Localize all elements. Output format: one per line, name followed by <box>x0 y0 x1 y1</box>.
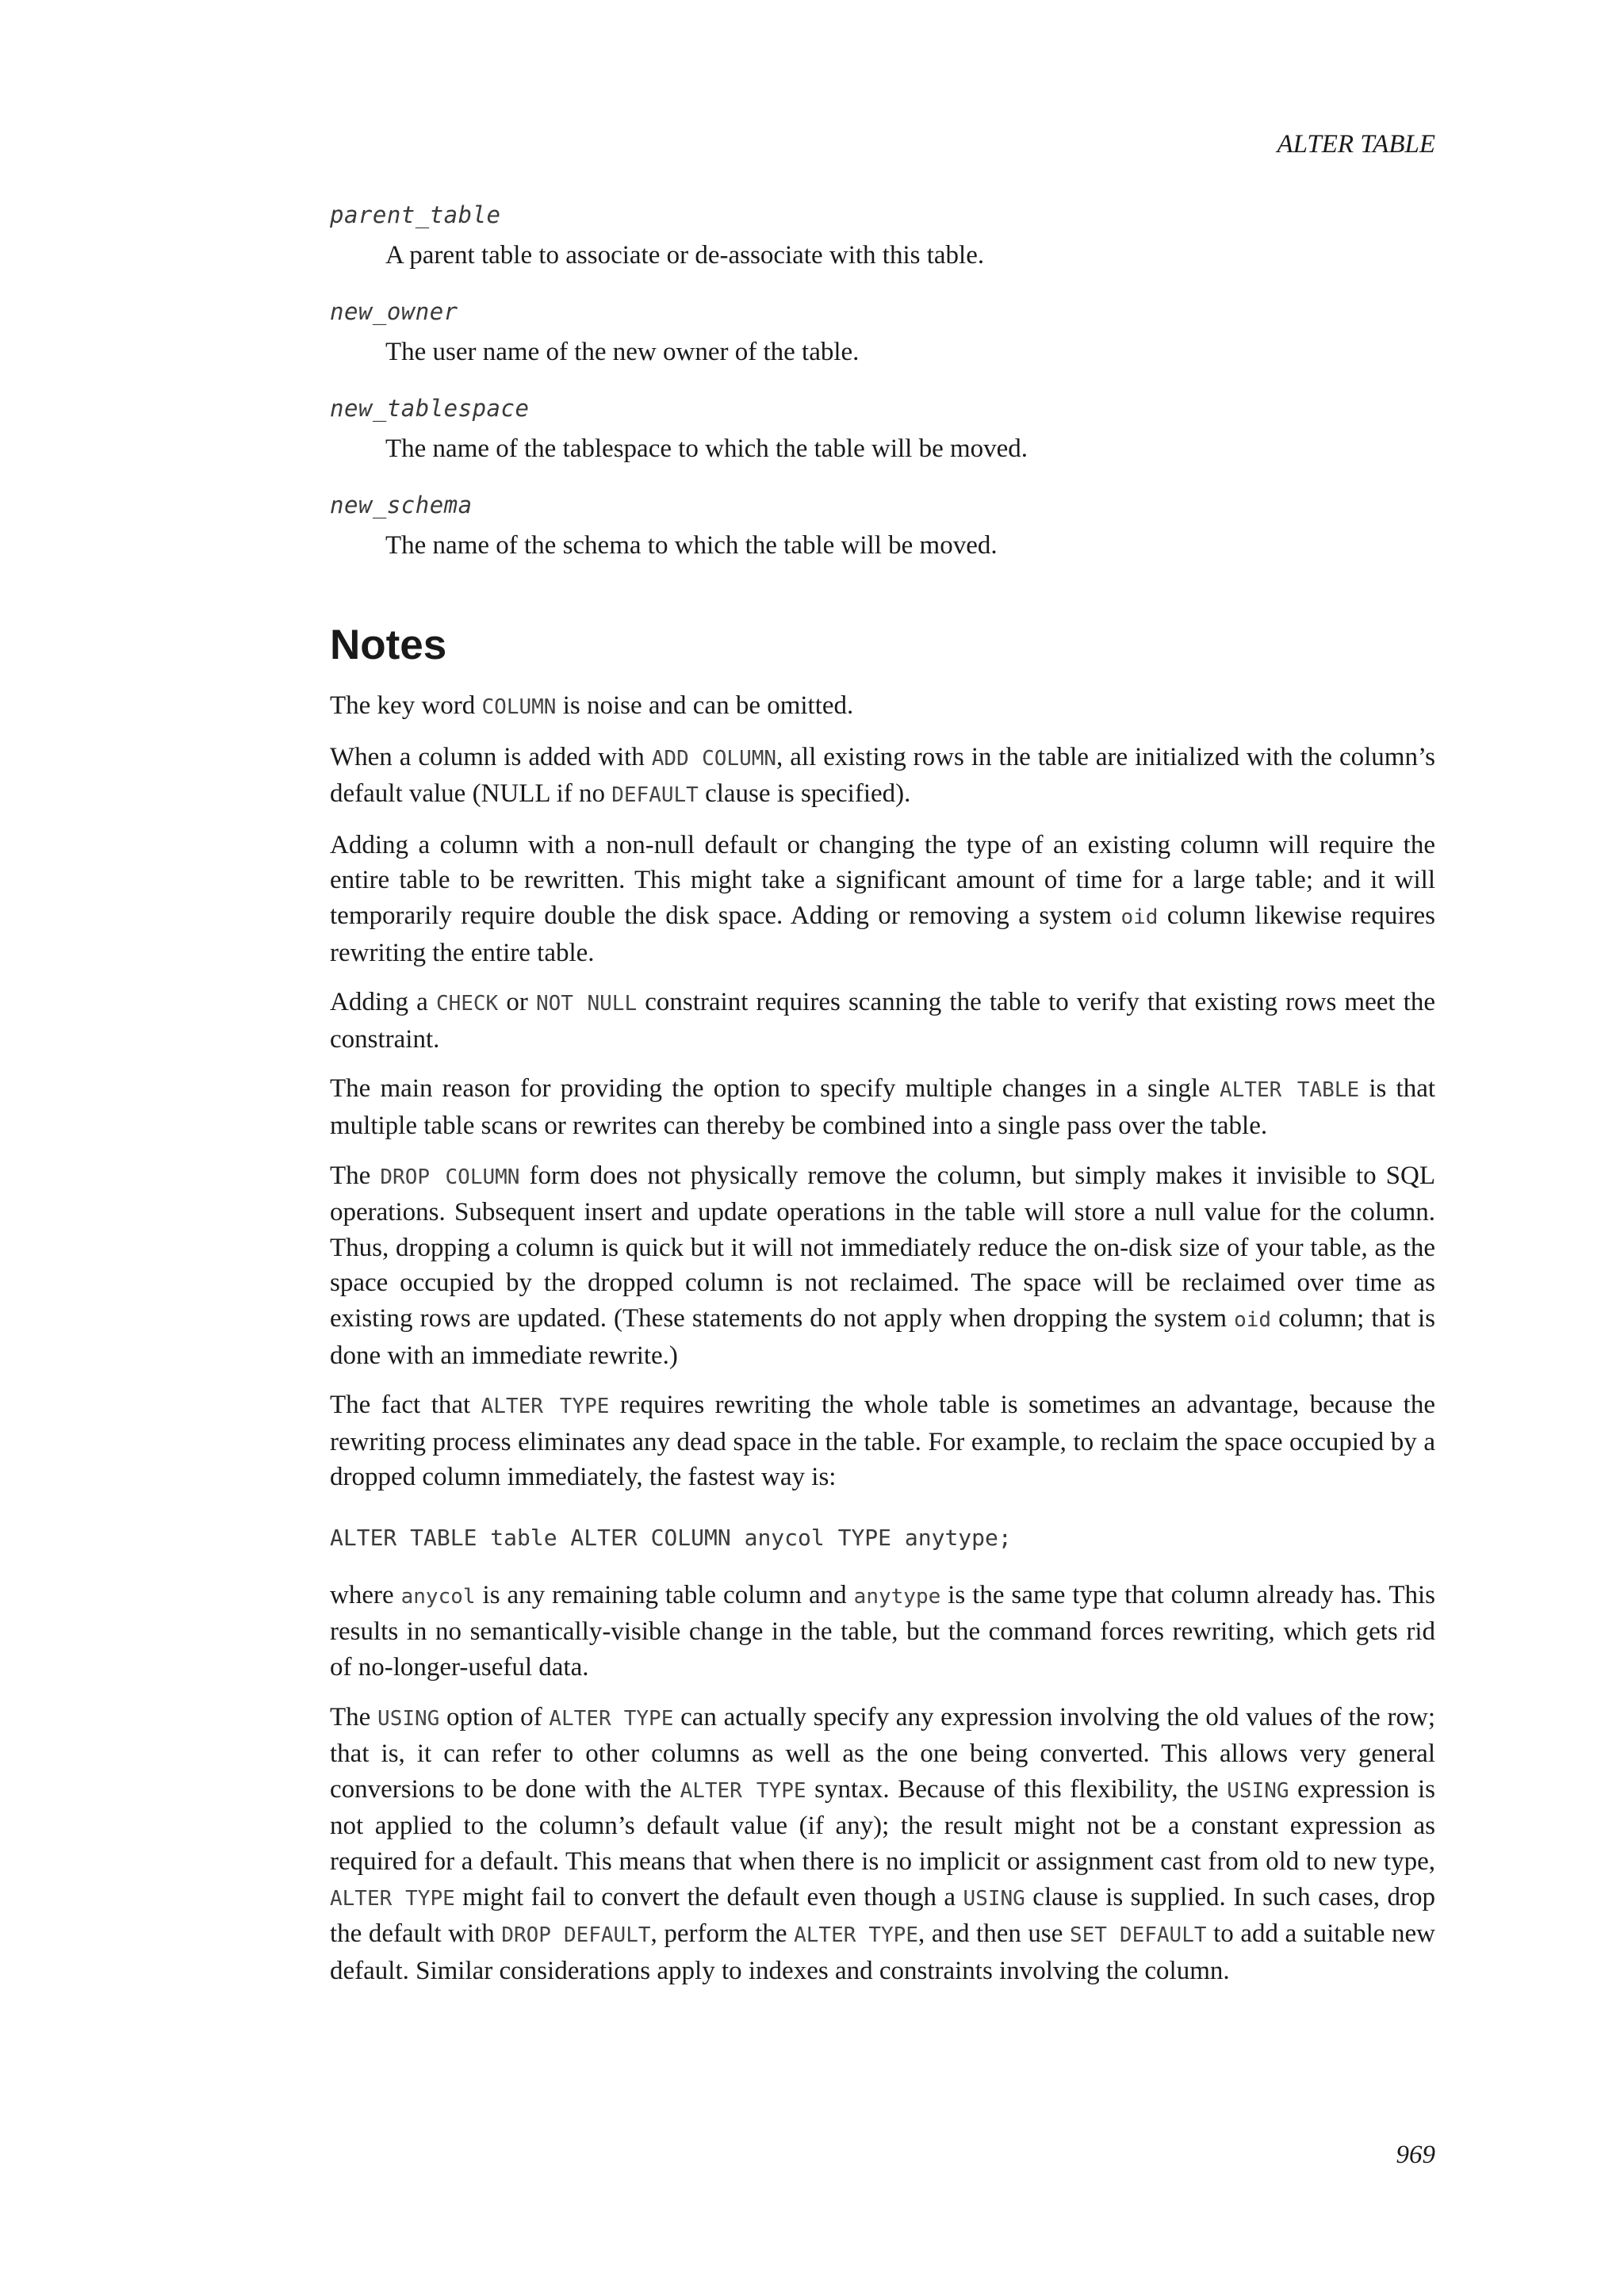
param-term-parent-table: parent_table <box>330 201 501 228</box>
inline-code: ALTER TABLE <box>1219 1078 1360 1103</box>
inline-code: oid <box>1234 1307 1272 1332</box>
inline-code: ALTER TYPE <box>680 1778 806 1803</box>
param-term-new-schema: new_schema <box>330 492 473 519</box>
parameter-list <box>330 198 1435 563</box>
inline-code: ALTER TYPE <box>481 1395 610 1419</box>
code-example: ALTER TABLE table ALTER COLUMN anycol TYPE anytype; <box>330 1524 1012 1551</box>
inline-code: DROP DEFAULT <box>501 1923 651 1948</box>
notes-paragraph-2: When a column is added with ADD COLUMN, all existing rows in the table are initialized with the column’s default value (NULL if no DEFAULT clause is specified). <box>330 742 1435 809</box>
notes-paragraph-6: The DROP COLUMN form does not physically remove the column, but simply makes it invisible to SQL operations. Subsequent insert and update operations in the table will store a null value for the column. Thus, dropping a column is quick but it will not immediately reduce the on-disk size of your table, as the space occupied by the dropped column is not reclaimed. The space will be reclaimed over time as existing rows are updated. (These statements do not apply when dropping the system oid column; that is done with an immediate rewrite.) <box>330 1161 1436 1370</box>
notes-paragraph-1: The key word COLUMN is noise and can be omitted. <box>330 691 854 720</box>
inline-code: COLUMN <box>481 695 557 719</box>
inline-code: anytype <box>853 1584 941 1609</box>
inline-code: DEFAULT <box>611 783 699 808</box>
param-term-new-tablespace: new_tablespace <box>330 395 530 422</box>
notes-paragraph-4: Adding a CHECK or NOT NULL constraint requires scanning the table to verify that existing rows meet the constraint. <box>330 988 1436 1054</box>
inline-code: ALTER TYPE <box>549 1706 674 1731</box>
inline-code: oid <box>1120 905 1159 929</box>
page-number: 969 <box>1396 2141 1435 2169</box>
inline-code: CHECK <box>435 992 499 1016</box>
inline-code: ALTER TYPE <box>794 1923 918 1948</box>
notes-paragraph-8: where anycol is any remaining table column and anytype is the same type that column already has. This results in no semantically-visible change in the table, but the command forces rewriting, which gets rid of no-longer-useful data. <box>330 1580 1435 1682</box>
param-desc-new-owner: The user name of the new owner of the table. <box>385 338 860 366</box>
notes-paragraph-7: The fact that ALTER TYPE requires rewriting the whole table is sometimes an advantage, because the rewriting process eliminates any dead space in the table. For example, to reclaim the space occupied by a dropped column immediately, the fastest way is: <box>330 1391 1435 1492</box>
inline-code: ALTER TYPE <box>330 1886 455 1911</box>
param-desc-new-tablespace: The name of the tablespace to which the table will be moved. <box>385 434 1028 463</box>
page-content <box>330 198 1435 2003</box>
notes-paragraph-3: Adding a column with a non-null default or changing the type of an existing column will require the entire table to be rewritten. This might take a significant amount of time for a large table; and it will temporarily require double the disk space. Adding or removing a system oid column likewise requires rewriting the entire table. <box>330 830 1435 967</box>
notes-heading: Notes <box>330 622 447 668</box>
inline-code: DROP COLUMN <box>380 1165 520 1189</box>
inline-code: USING <box>963 1886 1025 1911</box>
inline-code: USING <box>1227 1778 1289 1803</box>
inline-code: ADD COLUMN <box>651 746 777 771</box>
param-desc-parent-table: A parent table to associate or de-associate with this table. <box>385 241 985 270</box>
notes-paragraph-5: The main reason for providing the option to specify multiple changes in a single ALTER TABLE is that multiple table scans or rewrites can thereby be combined into a single pass over the table. <box>330 1074 1436 1140</box>
param-term-new-owner: new_owner <box>330 298 458 325</box>
inline-code: SET DEFAULT <box>1070 1923 1207 1948</box>
notes-paragraph-9: The USING option of ALTER TYPE can actually specify any expression involving the old values of the row; that is, it can refer to other columns as well as the one being converted. This allows very general conversions to be done with the ALTER TYPE syntax. Because of this flexibility, the USING expression is not applied to the column’s default value (if any); the result might not be a constant expression as required for a default. This means that when there is no implicit or assignment cast from old to new type, ALTER TYPE might fail to convert the default even though a USING clause is supplied. In such cases, drop the default with DROP DEFAULT, perform the ALTER TYPE, and then use SET DEFAULT to add a suitable new default. Similar considerations apply to indexes and constraints involving the column. <box>330 1702 1435 1985</box>
inline-code: NOT NULL <box>536 992 638 1016</box>
param-desc-new-schema: The name of the schema to which the table will be moved. <box>385 531 998 560</box>
inline-code: anycol <box>400 1584 476 1609</box>
running-header: ALTER TABLE <box>1277 130 1435 159</box>
inline-code: USING <box>377 1706 440 1731</box>
